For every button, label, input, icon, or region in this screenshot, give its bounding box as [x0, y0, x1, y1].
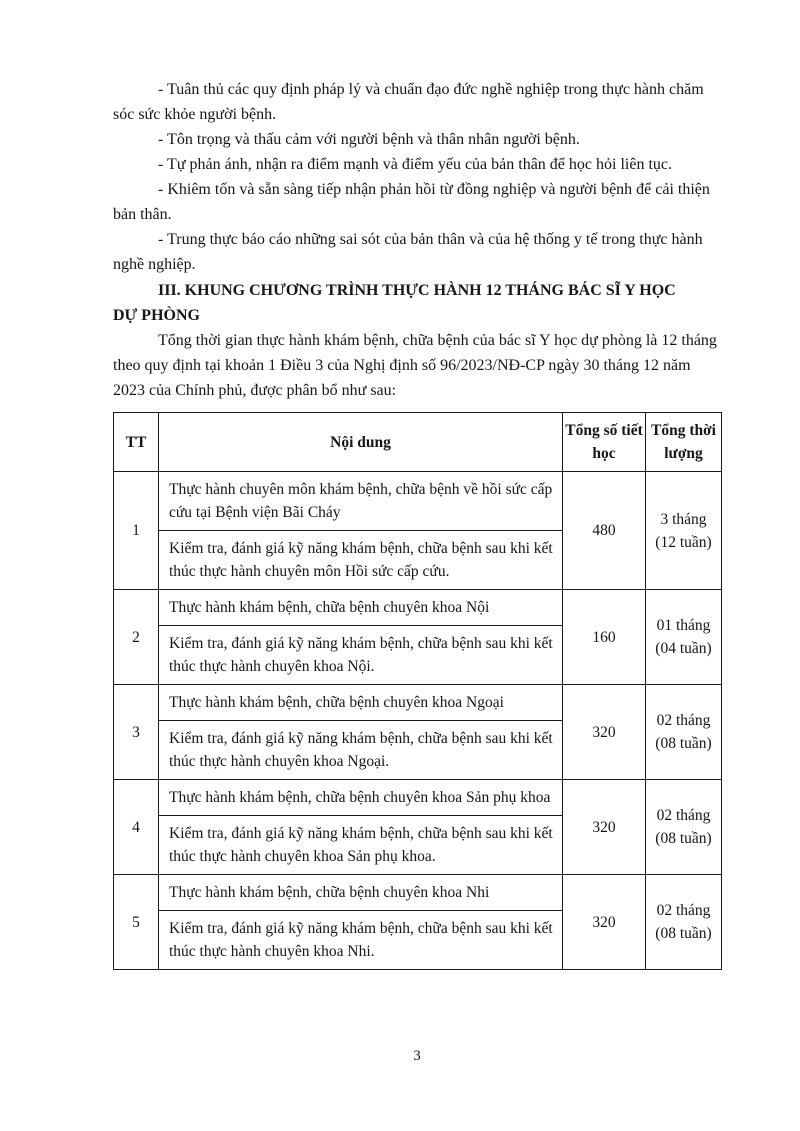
row-activity-assessment: Kiểm tra, đánh giá kỹ năng khám bệnh, chữa bệnh sau khi kết thúc thực hành chuyên khoa Ngoại. — [159, 721, 563, 780]
row-duration — [646, 875, 722, 970]
duration-weeks: (08 tuần) — [655, 925, 712, 942]
table-row — [114, 780, 722, 816]
row-number: 4 — [114, 780, 159, 875]
row-total-periods: 160 — [563, 590, 646, 685]
intro-paragraph: Tổng thời gian thực hành khám bệnh, chữa bệnh của bác sĩ Y học dự phòng là 12 tháng theo quy định tại khoản 1 Điều 3 của Nghị định số 96/2023/NĐ-CP ngày 30 tháng 12 năm 2023 của Chính phủ, được phân bổ như sau: — [113, 332, 717, 399]
row-activity-assessment: Kiểm tra, đánh giá kỹ năng khám bệnh, chữa bệnh sau khi kết thúc thực hành chuyên môn Hồi sức cấp cứu. — [159, 531, 563, 590]
row-total-periods: 320 — [563, 875, 646, 970]
row-activity-assessment: Kiểm tra, đánh giá kỹ năng khám bệnh, chữa bệnh sau khi kết thúc thực hành chuyên khoa Nội. — [159, 626, 563, 685]
row-total-periods: 320 — [563, 685, 646, 780]
row-duration — [646, 685, 722, 780]
row-activity-practice: Thực hành khám bệnh, chữa bệnh chuyên khoa Nhi — [159, 875, 563, 911]
row-activity-practice: Thực hành khám bệnh, chữa bệnh chuyên khoa Nội — [159, 590, 563, 626]
row-activity-practice: Thực hành chuyên môn khám bệnh, chữa bệnh về hồi sức cấp cứu tại Bệnh viện Bãi Cháy — [159, 472, 563, 531]
row-duration — [646, 472, 722, 590]
page-content — [113, 77, 721, 970]
duration-months: 02 tháng — [656, 712, 711, 729]
duration-weeks: (12 tuần) — [655, 533, 712, 551]
header-tong-thoi-luong: Tổng thời lượng — [646, 413, 722, 472]
row-activity-practice: Thực hành khám bệnh, chữa bệnh chuyên khoa Ngoại — [159, 685, 563, 721]
body-paragraph: - Tôn trọng và thấu cảm với người bệnh và thân nhân người bệnh. — [158, 131, 580, 148]
body-paragraph: - Tuân thủ các quy định pháp lý và chuẩn đạo đức nghề nghiệp trong thực hành chăm sóc sức khỏe người bệnh. — [113, 81, 704, 123]
page-number: 3 — [413, 1048, 421, 1064]
row-duration — [646, 590, 722, 685]
header-tong-so-tiet-hoc: Tổng số tiết học — [563, 413, 646, 472]
table-header-row — [114, 413, 722, 472]
duration-months: 02 tháng — [656, 807, 711, 824]
table-row — [114, 685, 722, 721]
row-number: 2 — [114, 590, 159, 685]
header-tt: TT — [114, 413, 159, 472]
duration-months: 02 tháng — [656, 902, 711, 919]
body-paragraph: - Trung thực báo cáo những sai sót của bản thân và của hệ thống y tế trong thực hành nghề nghiệp. — [113, 231, 703, 273]
section-heading: III. KHUNG CHƯƠNG TRÌNH THỰC HÀNH 12 THÁNG BÁC SĨ Y HỌC DỰ PHÒNG — [113, 282, 676, 324]
row-number: 5 — [114, 875, 159, 970]
row-activity-practice: Thực hành khám bệnh, chữa bệnh chuyên khoa Sản phụ khoa — [159, 780, 563, 816]
row-total-periods: 320 — [563, 780, 646, 875]
row-activity-assessment: Kiểm tra, đánh giá kỹ năng khám bệnh, chữa bệnh sau khi kết thúc thực hành chuyên khoa Nhi. — [159, 911, 563, 970]
row-number: 3 — [114, 685, 159, 780]
row-number: 1 — [114, 472, 159, 590]
table-row — [114, 590, 722, 626]
duration-months: 3 tháng — [660, 510, 707, 528]
row-total-periods: 480 — [563, 472, 646, 590]
duration-weeks: (08 tuần) — [655, 735, 712, 752]
table-row — [114, 875, 722, 911]
row-duration — [646, 780, 722, 875]
body-paragraph: - Khiêm tốn và sẵn sàng tiếp nhận phản hồi từ đồng nghiệp và người bệnh để cải thiện bản thân. — [113, 181, 710, 223]
row-activity-assessment: Kiểm tra, đánh giá kỹ năng khám bệnh, chữa bệnh sau khi kết thúc thực hành chuyên khoa Sản phụ khoa. — [159, 816, 563, 875]
table-row — [114, 472, 722, 531]
duration-weeks: (04 tuần) — [655, 640, 712, 657]
body-paragraph: - Tự phản ánh, nhận ra điểm mạnh và điểm yếu của bản thân để học hỏi liên tục. — [158, 156, 672, 173]
header-noi-dung: Nội dung — [159, 413, 563, 472]
duration-months: 01 tháng — [656, 617, 711, 634]
practice-program-table — [113, 412, 722, 970]
duration-weeks: (08 tuần) — [655, 830, 712, 847]
